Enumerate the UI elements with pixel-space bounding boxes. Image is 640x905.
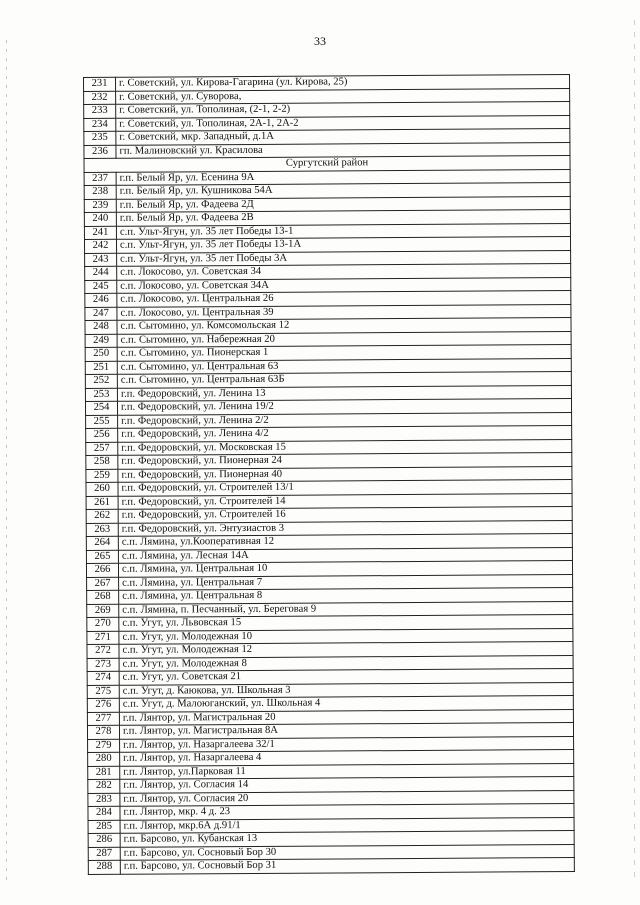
row-address: г.п. Барсово, ул. Кубанская 13 xyxy=(120,831,574,847)
row-address: г.п. Белый Яр, ул. Кушникова 54А xyxy=(116,183,570,199)
row-address: г.п. Федоровский, ул. Строителей 16 xyxy=(118,507,572,523)
row-address: г.п. Федоровский, ул. Ленина 4/2 xyxy=(118,426,572,442)
row-number: 262 xyxy=(86,509,118,523)
row-address: с.п. Локосово, ул. Центральная 39 xyxy=(117,304,571,320)
row-number: 232 xyxy=(84,91,116,105)
row-number: 241 xyxy=(84,226,116,240)
row-number: 272 xyxy=(87,644,119,658)
row-address: г.п. Лянтор, ул. Магистральная 20 xyxy=(119,709,573,725)
scan-edge-right xyxy=(634,20,635,880)
row-number: 251 xyxy=(85,361,117,375)
row-number: 288 xyxy=(88,860,120,874)
row-number: 261 xyxy=(86,496,118,510)
row-number: 264 xyxy=(86,536,118,550)
row-number: 247 xyxy=(85,307,117,321)
address-table xyxy=(83,74,575,874)
table-row xyxy=(88,858,574,874)
row-number: 285 xyxy=(88,820,120,834)
row-number: 270 xyxy=(87,617,119,631)
row-address: с.п. Сытомино, ул. Пионерская 1 xyxy=(117,345,571,361)
page-number: 33 xyxy=(314,34,326,48)
row-number: 273 xyxy=(87,658,119,672)
row-address: г.п. Федоровский, ул. Пионерная 40 xyxy=(118,466,572,482)
row-address: с.п. Угут, ул. Молодежная 10 xyxy=(119,628,573,644)
row-number: 276 xyxy=(87,698,119,712)
row-number: 236 xyxy=(84,145,116,159)
row-address: с.п. Лямина, ул. Центральная 8 xyxy=(119,588,573,604)
row-number: 252 xyxy=(85,374,117,388)
row-number: 267 xyxy=(87,577,119,591)
row-address: с.п. Угут, ул. Молодежная 12 xyxy=(119,642,573,658)
row-address: г.п. Лянтор, ул. Согласия 14 xyxy=(120,777,574,793)
row-address: с.п. Угут, ул. Львовская 15 xyxy=(119,615,573,631)
row-address: г.п. Федоровский, ул. Ленина 19/2 xyxy=(117,399,571,415)
row-number: 278 xyxy=(87,725,119,739)
row-number: 234 xyxy=(84,118,116,132)
row-address: с.п. Угут, ул. Советская 21 xyxy=(119,669,573,685)
row-address: с.п. Лямина, ул.Кооперативная 12 xyxy=(118,534,572,550)
row-number: 266 xyxy=(86,563,118,577)
row-address: с.п. Лямина, ул. Центральная 7 xyxy=(119,574,573,590)
row-number: 260 xyxy=(86,482,118,496)
row-address: г.п. Лянтор, ул.Парковая 11 xyxy=(120,763,574,779)
row-number: 246 xyxy=(85,293,117,307)
row-address: г.п. Федоровский, ул. Строителей 13/1 xyxy=(118,480,572,496)
row-address: с.п. Ульт-Ягун, ул. 35 лет Победы 13-1 xyxy=(116,223,570,239)
row-number: 238 xyxy=(84,185,116,199)
row-address: с.п. Сытомино, ул. Центральная 63 xyxy=(117,358,571,374)
row-address: г.п. Федоровский, ул. Энтузиастов 3 xyxy=(118,520,572,536)
row-number: 258 xyxy=(86,455,118,469)
row-number: 254 xyxy=(85,401,117,415)
row-number: 244 xyxy=(85,266,117,280)
row-number: 248 xyxy=(85,320,117,334)
row-number: 257 xyxy=(86,442,118,456)
row-address: г.п. Лянтор, мкр. 4 д. 23 xyxy=(120,804,574,820)
row-number: 281 xyxy=(88,766,120,780)
row-address: г. Советский, ул. Тополиная, 2А-1, 2А-2 xyxy=(116,115,570,131)
row-address: с.п. Ульт-Ягун, ул. 35 лет Победы 13-1А xyxy=(116,237,570,253)
row-address: с.п. Локосово, ул. Советская 34А xyxy=(117,277,571,293)
row-address: с.п. Лямина, ул. Лесная 14А xyxy=(118,547,572,563)
row-number: 283 xyxy=(88,793,120,807)
row-address: г. Советский, ул. Кирова-Гагарина (ул. Кирова, 25) xyxy=(116,75,570,91)
row-address: г.п. Федоровский, ул. Ленина 2/2 xyxy=(118,412,572,428)
row-address: г.п. Федоровский, ул. Строителей 14 xyxy=(118,493,572,509)
scan-edge-left xyxy=(6,40,7,880)
row-address: с.п. Лямина, п. Песчанный, ул. Береговая 9 xyxy=(119,601,573,617)
row-address: г.п. Белый Яр, ул. Фадеева 2В xyxy=(116,210,570,226)
row-number: 235 xyxy=(84,131,116,145)
row-number: 282 xyxy=(88,779,120,793)
row-address: с.п. Сытомино, ул. Центральная 63Б xyxy=(117,372,571,388)
row-number: 287 xyxy=(88,847,120,861)
row-number: 245 xyxy=(85,280,117,294)
row-address: г.п. Барсово, ул. Сосновый Бор 31 xyxy=(120,858,574,874)
row-address: с.п. Сытомино, ул. Комсомольская 12 xyxy=(117,318,571,334)
row-number: 265 xyxy=(86,550,118,564)
row-address: г.п. Лянтор, ул. Назаргалеева 32/1 xyxy=(120,736,574,752)
row-number: 259 xyxy=(86,469,118,483)
row-number: 243 xyxy=(85,253,117,267)
row-number: 277 xyxy=(87,712,119,726)
row-address: г. Советский, мкр. Западный, д.1А xyxy=(116,129,570,145)
row-number: 249 xyxy=(85,334,117,348)
row-number: 242 xyxy=(84,239,116,253)
row-number: 237 xyxy=(84,172,116,186)
row-number: 275 xyxy=(87,685,119,699)
row-address: с.п. Сытомино, ул. Набережная 20 xyxy=(117,331,571,347)
row-number: 274 xyxy=(87,671,119,685)
row-address: г.п. Федоровский, ул. Ленина 13 xyxy=(117,385,571,401)
row-number: 271 xyxy=(87,631,119,645)
row-address: г.п. Белый Яр, ул. Есенина 9А xyxy=(116,169,570,185)
row-address: с.п. Ульт-Ягун, ул. 35 лет Победы 3А xyxy=(117,250,571,266)
row-address: с.п. Угут, д. Каюкова, ул. Школьная 3 xyxy=(119,682,573,698)
row-number: 233 xyxy=(84,104,116,118)
row-number: 286 xyxy=(88,833,120,847)
row-number: 250 xyxy=(85,347,117,361)
row-number: 279 xyxy=(88,739,120,753)
row-number: 256 xyxy=(86,428,118,442)
row-address: г.п. Федоровский, ул. Московская 15 xyxy=(118,439,572,455)
row-address: с.п. Угут, д. Малоюганский, ул. Школьная 4 xyxy=(119,696,573,712)
row-address: г.п. Федоровский, ул. Пионерная 24 xyxy=(118,453,572,469)
address-table-body xyxy=(84,75,575,874)
row-address: г.п. Белый Яр, ул. Фадеева 2Д xyxy=(116,196,570,212)
row-address: с.п. Лямина, ул. Центральная 10 xyxy=(118,561,572,577)
row-number: 284 xyxy=(88,806,120,820)
row-address: г.п. Лянтор, ул. Назаргалеева 4 xyxy=(120,750,574,766)
row-number: 240 xyxy=(84,212,116,226)
row-number: 255 xyxy=(86,415,118,429)
row-address: г.п. Лянтор, ул. Согласия 20 xyxy=(120,790,574,806)
row-address: г.п. Барсово, ул. Сосновый Бор 30 xyxy=(120,844,574,860)
row-address: г. Советский, ул. Суворова, xyxy=(116,88,570,104)
section-title: Сургутский район xyxy=(84,156,570,172)
row-number: 253 xyxy=(85,388,117,402)
row-address: с.п. Угут, ул. Молодежная 8 xyxy=(119,655,573,671)
row-address: гп. Малиновский ул. Красилова xyxy=(116,142,570,158)
row-number: 239 xyxy=(84,199,116,213)
row-address: г.п. Лянтор, мкр.6А д.91/1 xyxy=(120,817,574,833)
row-number: 280 xyxy=(88,752,120,766)
row-address: с.п. Локосово, ул. Советская 34 xyxy=(117,264,571,280)
row-address: с.п. Локосово, ул. Центральная 26 xyxy=(117,291,571,307)
row-address: г. Советский, ул. Тополиная, (2-1, 2-2) xyxy=(116,102,570,118)
row-number: 268 xyxy=(87,590,119,604)
row-address: г.п. Лянтор, ул. Магистральная 8А xyxy=(119,723,573,739)
row-number: 263 xyxy=(86,523,118,537)
row-number: 269 xyxy=(87,604,119,618)
row-number: 231 xyxy=(84,77,116,91)
